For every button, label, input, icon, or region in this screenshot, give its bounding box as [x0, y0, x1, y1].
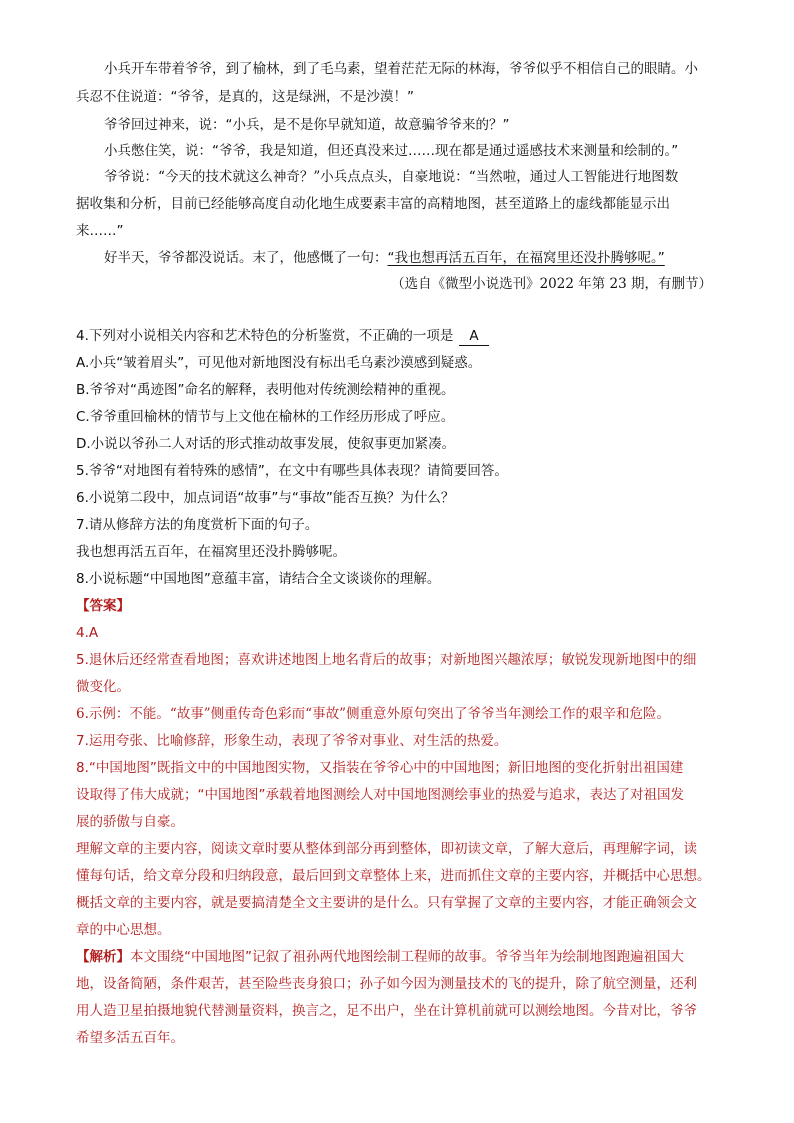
answer-8-line2: 设取得了伟大成就；“中国地图”承载着地图测绘人对中国地图测绘事业的热爱与追求，表达了对祖国发: [76, 787, 684, 803]
analysis-label: 【解析】: [76, 949, 130, 965]
passage-p2: 爷爷回过神来，说：“小兵，是不是你早就知道，故意骗爷爷来的？”: [104, 117, 510, 133]
method-line3: 概括文章的主要内容，就是要搞清楚全文主要讲的是什么。只有掌握了文章的主要内容，才能正确领会文: [76, 895, 697, 911]
answer-4: 4.A: [76, 625, 99, 641]
answer-8-line1: 8.“中国地图”既指文中的中国地图实物，又指装在爷爷心中的中国地图；新旧地图的变化折射出祖国建: [76, 760, 684, 776]
answer-7: 7.运用夸张、比喻修辞，形象生动，表现了爷爷对事业、对生活的热爱。: [76, 733, 508, 749]
question-6: 6.小说第二段中，加点词语“故事”与“事故”能否互换？为什么？: [76, 490, 455, 506]
passage-p5: [104, 249, 726, 267]
answer-5-line2: 微变化。: [76, 679, 130, 695]
passage-p5-pre: 好半天，爷爷都没说话。末了，他感慨了一句：: [104, 250, 388, 266]
answers-label: 【答案】: [76, 598, 130, 614]
question-4-option-c: C.爷爷重回榆林的情节与上文他在榆林的工作经历形成了呼应。: [76, 409, 455, 425]
answer-8-line3: 展的骄傲与自豪。: [76, 814, 184, 830]
passage-p5-quote: “我也想再活五百年，在福窝里还没扑腾够呢。”: [387, 250, 665, 266]
analysis-line1: [76, 948, 726, 966]
method-line2: 懂每句话，给文章分段和归纳段意，最后回到文章整体上来，进而抓住文章的主要内容，并概括中心思想。: [76, 868, 711, 884]
answer-6: 6.示例：不能。“故事”侧重传奇色彩而“事故”侧重意外原句突出了爷爷当年测绘工作的艰辛和危险。: [76, 706, 670, 722]
passage-p4-line3: 来……”: [76, 223, 124, 239]
analysis-line4: 希望多活五百年。: [76, 1030, 184, 1046]
question-4-option-b: B.爷爷对“禹迹图”命名的解释，表明他对传统测绘精神的重视。: [76, 382, 455, 398]
analysis-line1-text: 本文围绕“中国地图”记叙了祖孙两代地图绘制工程师的故事。爷爷当年为绘制地图跑遍祖国大: [130, 949, 684, 965]
passage-source: （选自《微型小说选刊》2022 年第 23 期，有删节）: [391, 276, 712, 292]
passage-p1-line1: 小兵开车带着爷爷，到了榆林，到了毛乌素，望着茫茫无际的林海，爷爷似乎不相信自己的眼睛。小: [104, 61, 698, 77]
question-7: 7.请从修辞方法的角度赏析下面的句子。: [76, 517, 319, 533]
question-4-option-d: D.小说以爷孙二人对话的形式推动故事发展，使叙事更加紧凑。: [76, 436, 456, 452]
question-5: 5.爷爷“对地图有着特殊的感情”，在文中有哪些具体表现？请简要回答。: [76, 463, 508, 479]
question-7-sentence: 我也想再活五百年，在福窝里还没扑腾够呢。: [76, 544, 346, 560]
method-line1: 理解文章的主要内容，阅读文章时要从整体到部分再到整体，即初读文章，了解大意后，再理解字词，读: [76, 841, 697, 857]
question-4-stem: 4.下列对小说相关内容和艺术特色的分析鉴赏，不正确的一项是: [76, 328, 454, 344]
passage-p4-line2: 据收集和分析，目前已经能够高度自动化地生成要素丰富的高精地图，甚至道路上的虚线都能显示出: [76, 196, 670, 212]
question-4-answer-blank: A: [459, 327, 488, 346]
passage-p1-line2: 兵忍不住说道：“爷爷，是真的，这是绿洲，不是沙漠！”: [76, 89, 414, 105]
answer-5-line1: 5.退休后还经常查看地图；喜欢讲述地图上地名背后的故事；对新地图兴趣浓厚；敏锐发现新地图中的细: [76, 652, 697, 668]
question-8: 8.小说标题“中国地图”意蕴丰富，请结合全文谈谈你的理解。: [76, 571, 441, 587]
question-4-option-a: A.小兵“皱着眉头”，可见他对新地图没有标出毛乌素沙漠感到疑惑。: [76, 355, 482, 371]
analysis-line2: 地，设备简陋，条件艰苦，甚至险些丧身狼口；孙子如今因为测量技术的飞的提升，除了航空测量，还利: [76, 976, 697, 992]
question-4: [76, 327, 726, 346]
passage-p3: 小兵憋住笑，说：“爷爷，我是知道，但还真没来过……现在都是通过遥感技术来测量和绘制的。”: [104, 143, 679, 159]
passage-p4-line1: 爷爷说：“今天的技术就这么神奇？”小兵点点头，自豪地说：“当然啦，通过人工智能进行地图数: [104, 169, 679, 185]
analysis-line3: 用人造卫星拍摄地貌代替测量资料，换言之，足不出户，坐在计算机前就可以测绘地图。今昔对比，爷爷: [76, 1003, 697, 1019]
method-line4: 章的中心思想。: [76, 922, 171, 938]
